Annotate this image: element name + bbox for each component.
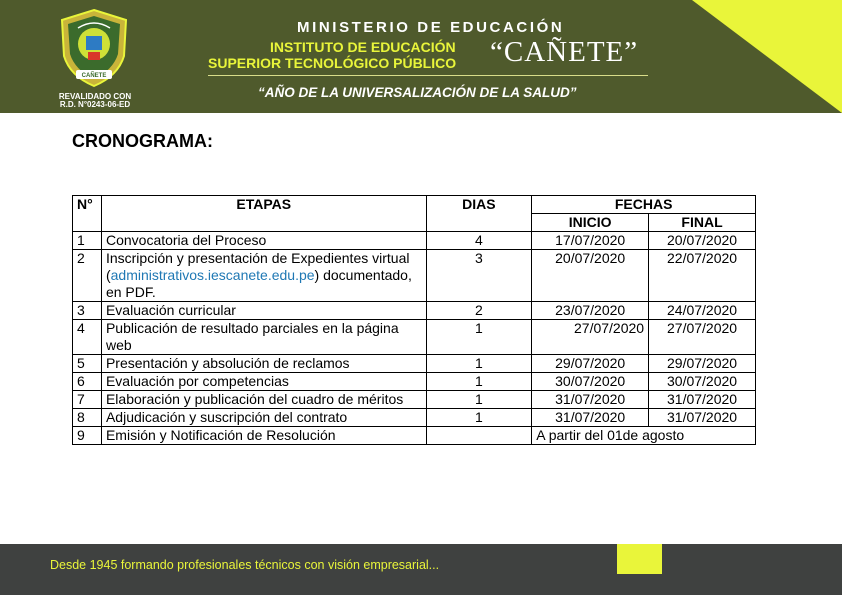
row-dias: 1 [426, 320, 532, 355]
row-etapa: Adjudicación y suscripción del contrato [101, 409, 426, 427]
row-final: 27/07/2020 [649, 320, 756, 355]
row-final: 20/07/2020 [649, 232, 756, 250]
page-title: CRONOGRAMA: [72, 131, 213, 151]
row-final: 22/07/2020 [649, 250, 756, 302]
row-dias: 2 [426, 302, 532, 320]
row-final: 24/07/2020 [649, 302, 756, 320]
footer-bar [0, 544, 842, 595]
row-etapa: Publicación de resultado parciales en la página web [101, 320, 426, 355]
row-etapa: Convocatoria del Proceso [101, 232, 426, 250]
row-inicio: 27/07/2020 [532, 320, 649, 355]
revalidado-line1: REVALIDADO CON [58, 92, 132, 101]
row-inicio: 17/07/2020 [532, 232, 649, 250]
table-row [73, 373, 756, 391]
header-dias: DIAS [426, 196, 532, 232]
row-inicio: 23/07/2020 [532, 302, 649, 320]
row-inicio: 31/07/2020 [532, 409, 649, 427]
row-etapa [101, 250, 426, 302]
yellow-corner-accent [692, 0, 842, 113]
table-row [73, 391, 756, 409]
row-dias: 4 [426, 232, 532, 250]
header-fechas: FECHAS [532, 196, 756, 214]
row-dias: 1 [426, 373, 532, 391]
row-final: 30/07/2020 [649, 373, 756, 391]
table-header-row [73, 196, 756, 214]
table-row [73, 232, 756, 250]
row-etapa: Elaboración y publicación del cuadro de méritos [101, 391, 426, 409]
table-row [73, 302, 756, 320]
header-inicio: INICIO [532, 214, 649, 232]
row-number: 9 [73, 427, 102, 445]
row-number: 2 [73, 250, 102, 302]
revalidado-note [40, 93, 150, 109]
row-dias [426, 427, 532, 445]
year-motto: “AÑO DE LA UNIVERSALIZACIÓN DE LA SALUD” [258, 85, 577, 100]
row-etapa: Evaluación curricular [101, 302, 426, 320]
row-number: 8 [73, 409, 102, 427]
row-number: 5 [73, 355, 102, 373]
table-row [73, 250, 756, 302]
row-etapa-text-b: ) documentado, en PDF. [105, 267, 412, 300]
row-number: 7 [73, 391, 102, 409]
row-inicio: 29/07/2020 [532, 355, 649, 373]
ministerio-heading: MINISTERIO DE EDUCACIÓN [297, 19, 565, 36]
row-etapa: Presentación y absolución de reclamos [101, 355, 426, 373]
expedientes-link[interactable]: administrativos.iescanete.edu.pe [110, 267, 315, 283]
header-banner [0, 0, 842, 113]
crest-caption: CAÑETE [81, 73, 107, 79]
row-dias: 1 [426, 409, 532, 427]
row-fechas-merged: A partir del 01de agosto [532, 427, 756, 445]
row-final: 29/07/2020 [649, 355, 756, 373]
table-row [73, 409, 756, 427]
row-inicio: 31/07/2020 [532, 391, 649, 409]
table-row [73, 320, 756, 355]
footer-yellow-block [617, 544, 662, 574]
table-row [73, 355, 756, 373]
row-etapa-text-a: Inscripción y presentación de Expedientes virtual ( [105, 250, 410, 283]
row-final: 31/07/2020 [649, 409, 756, 427]
row-inicio: 30/07/2020 [532, 373, 649, 391]
canete-wordmark: “CAÑETE” [490, 36, 639, 68]
row-final: 31/07/2020 [649, 391, 756, 409]
header-divider [208, 75, 648, 76]
row-dias: 3 [426, 250, 532, 302]
header-final: FINAL [649, 214, 756, 232]
row-number: 3 [73, 302, 102, 320]
row-number: 4 [73, 320, 102, 355]
header-number: N° [73, 196, 102, 232]
row-inicio: 20/07/2020 [532, 250, 649, 302]
schedule-table [72, 195, 756, 445]
row-dias: 1 [426, 391, 532, 409]
row-dias: 1 [426, 355, 532, 373]
footer-slogan: Desde 1945 formando profesionales técnicos con visión empresarial... [50, 558, 440, 572]
instituto-line1: INSTITUTO DE EDUCACIÓN [270, 39, 456, 55]
row-etapa: Emisión y Notificación de Resolución [101, 427, 426, 445]
row-number: 6 [73, 373, 102, 391]
table-row [73, 427, 756, 445]
header-etapas: ETAPAS [101, 196, 426, 232]
revalidado-line2: R.D. N°0243-06-ED [59, 100, 131, 109]
instituto-line2: SUPERIOR TECNOLÓGICO PÚBLICO [208, 55, 457, 71]
institute-crest-icon [58, 8, 130, 88]
row-etapa: Evaluación por competencias [101, 373, 426, 391]
row-number: 1 [73, 232, 102, 250]
